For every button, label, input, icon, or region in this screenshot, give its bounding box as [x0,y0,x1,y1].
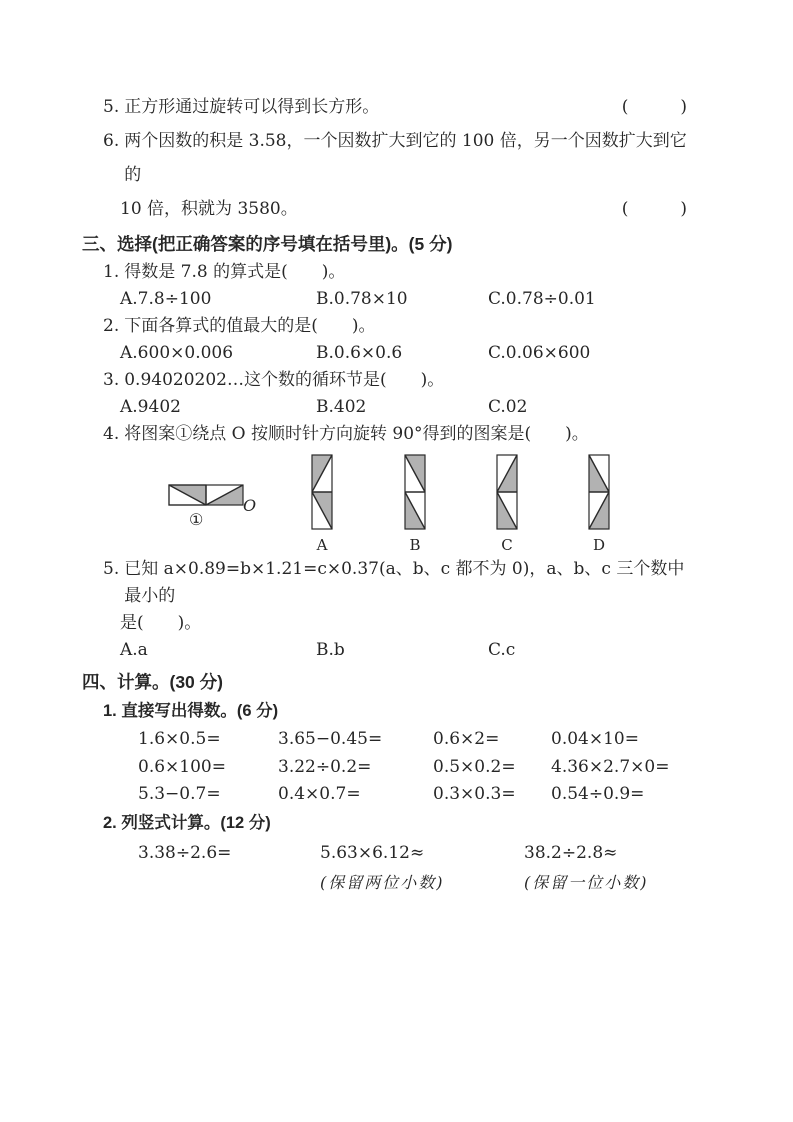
option-a-label: A [316,536,328,554]
option-b-shape-icon [404,454,426,530]
choice-question-1-options [82,286,693,313]
choice-question-3-text: 0.94020202…这个数的循环节是( )。 [124,370,445,390]
figure-option-d [587,454,611,554]
calc-expression: 0.54÷0.9= [551,784,645,804]
rotation-figure [82,454,693,556]
calc-expression: 3.65−0.45= [278,729,383,749]
option-c: C.c [488,640,516,660]
choice-question-2-options [82,340,693,367]
option-a: A.9402 [120,397,181,417]
option-c: C.02 [488,397,528,417]
question-number: 3. [103,370,120,390]
choice-question-2-text: 下面各算式的值最大的是( )。 [124,316,376,336]
choice-question-1 [82,259,693,286]
oral-calc-row-2 [82,754,693,782]
oral-calc-row-3 [82,781,693,809]
choice-question-5 [82,556,693,610]
calc-expression: 0.6×100= [138,756,226,777]
judgement-item-5-text: 正方形通过旋转可以得到长方形。 [124,97,380,117]
figure-source-shape [168,484,244,511]
section-calc-heading: 四、计算。(30 分) [82,672,223,692]
calc-expression: 0.04×10= [551,729,639,749]
option-a-shape-icon [311,454,333,530]
calc-expression: 5.3−0.7= [138,784,221,804]
option-a: A.600×0.006 [120,343,234,363]
judgement-item-6 [82,124,693,192]
choice-question-2 [82,313,693,340]
calc-expression: 0.3×0.3= [433,784,516,804]
option-a: A.a [120,640,148,660]
option-b-label: B [409,536,421,554]
option-c: C.0.78÷0.01 [488,289,596,309]
figure-option-c [495,454,519,554]
choice-question-5-cont [82,610,693,637]
choice-question-3 [82,367,693,394]
question-number: 5. [103,97,120,117]
option-d-label: D [592,536,606,554]
choice-question-5-options [82,637,693,664]
calc-note [138,867,320,896]
option-c-label: C [501,536,513,554]
calc-expression: 38.2÷2.8≈ [524,842,618,863]
option-b: B.0.6×0.6 [316,343,403,363]
option-d-shape-icon [588,454,610,530]
question-number: 6. [103,131,120,151]
question-number: 1. [103,262,120,282]
section-choice-heading: 三、选择(把正确答案的序号填在括号里)。(5 分) [82,234,453,254]
answer-bracket: ( ) [621,97,693,117]
answer-bracket: ( ) [621,199,693,219]
choice-question-1-text: 得数是 7.8 的算式是( )。 [124,262,346,282]
judgement-item-6-cont [82,192,693,226]
vertical-calc-title: 2. 列竖式计算。(12 分) [103,813,271,832]
source-rectangle-icon [168,484,244,506]
choice-question-5-line2: 是( )。 [120,613,202,633]
figure-option-a [310,454,334,554]
oral-calc-row-1 [82,726,693,754]
choice-question-4 [82,421,693,448]
choice-question-4-text: 将图案①绕点 O 按顺时针方向旋转 90°得到的图案是( )。 [124,424,589,444]
oral-calc-title: 1. 直接写出得数。(6 分) [103,702,279,720]
question-number: 2. [103,316,120,336]
calc-expression: 3.22÷0.2= [278,756,372,777]
option-c-shape-icon [496,454,518,530]
calc-expression: 1.6×0.5= [138,729,221,749]
judgement-item-6-line2: 10 倍，积就为 3580。 [120,199,298,219]
question-number: 5. [103,559,120,579]
choice-question-5-line1: 已知 a×0.89=b×1.21=c×0.37(a、b、c 都不为 0)，a、b、c 三个数中最小的 [124,559,685,606]
calc-expression: 0.5×0.2= [433,756,516,777]
calc-note: (保留一位小数) [524,872,649,892]
calc-note: (保留两位小数) [320,872,445,892]
option-b: B.b [316,640,345,660]
choice-question-3-options [82,394,693,421]
figure-source-label: ① [189,510,204,529]
option-b: B.402 [316,397,367,417]
calc-expression: 0.6×2= [433,729,500,749]
vertical-calc-row [82,840,693,896]
option-c: C.0.06×600 [488,343,591,363]
judgement-item-5 [82,90,693,124]
calc-expression: 4.36×2.7×0= [551,756,670,777]
calc-expression: 3.38÷2.6= [138,842,232,863]
judgement-item-6-line1: 两个因数的积是 3.58，一个因数扩大到它的 100 倍，另一个因数扩大到它的 [124,131,687,185]
option-b: B.0.78×10 [316,289,408,309]
pivot-point-label: O [243,496,257,515]
option-a: A.7.8÷100 [120,289,212,309]
calc-expression: 5.63×6.12≈ [320,842,425,863]
figure-option-b [403,454,427,554]
question-number: 4. [103,424,120,444]
calc-expression: 0.4×0.7= [278,784,361,804]
